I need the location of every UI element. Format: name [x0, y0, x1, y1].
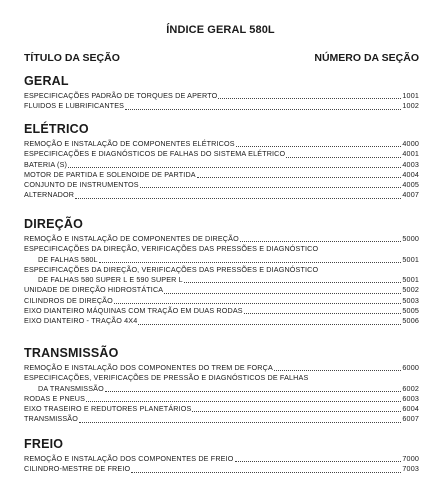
index-entry [24, 394, 419, 404]
entry-number: 6000 [402, 363, 419, 372]
dot-leader [125, 102, 401, 110]
index-entry [24, 190, 419, 200]
dot-leader [218, 91, 401, 99]
index-entry [24, 255, 419, 265]
dot-leader [235, 454, 402, 462]
dot-leader [79, 415, 401, 423]
dot-leader [131, 465, 401, 473]
entry-text-line: ESPECIFICAÇÕES DA DIREÇÃO, VERIFICAÇÕES DAS PRESSÕES E DIAGNÓSTICO [24, 264, 319, 274]
entry-text: ESPECIFICAÇÕES PADRÃO DE TORQUES DE APERTO [24, 91, 218, 100]
index-entry [24, 464, 419, 474]
entry-number: 6004 [402, 404, 419, 414]
index-entry [24, 454, 419, 464]
dot-leader [105, 384, 402, 392]
index-entry [24, 404, 419, 414]
entry-text: CILINDRO-MESTRE DE FREIO [24, 464, 131, 474]
index-entry [24, 91, 419, 101]
entry-text: REMOÇÃO E INSTALAÇÃO DE COMPONENTES DE DIREÇÃO [24, 234, 239, 243]
index-entry [24, 180, 419, 190]
entry-number: 7000 [402, 454, 419, 463]
dot-leader [197, 170, 402, 178]
entry-text: ALTERNADOR [24, 190, 75, 200]
dot-leader [68, 160, 401, 168]
entry-text: EIXO DIANTEIRO MÁQUINAS COM TRAÇÃO EM DUAS RODAS [24, 306, 243, 316]
column-header-section-number: NÚMERO DA SEÇÃO [314, 52, 419, 64]
dot-leader [236, 139, 402, 147]
dot-leader [274, 363, 402, 371]
index-entry [24, 149, 419, 159]
section-heading: TRANSMISSÃO [24, 346, 119, 360]
dot-leader [164, 286, 401, 294]
entry-number: 5001 [402, 254, 419, 264]
dot-leader [99, 255, 402, 263]
entry-number: 5005 [402, 306, 419, 316]
entry-number: 4004 [402, 169, 419, 179]
index-entry [24, 414, 419, 424]
entry-number: 5000 [402, 234, 419, 243]
section-freio [24, 437, 419, 475]
entry-number: 6007 [402, 414, 419, 424]
entry-text: MOTOR DE PARTIDA E SOLENOIDE DE PARTIDA [24, 169, 196, 179]
section-transmissao [24, 346, 419, 425]
section-heading: GERAL [24, 74, 69, 88]
entry-text: RODAS E PNEUS [24, 393, 86, 403]
entry-text: REMOÇÃO E INSTALAÇÃO DOS COMPONENTES DO TREM DE FORÇA [24, 363, 273, 372]
entry-number: 5003 [402, 295, 419, 305]
index-entry [24, 316, 419, 326]
index-entry [24, 275, 419, 285]
section-heading: ELÉTRICO [24, 122, 89, 136]
index-entry [24, 160, 419, 170]
index-entry [24, 384, 419, 394]
entry-text: REMOÇÃO E INSTALAÇÃO DE COMPONENTES ELÉTRICOS [24, 139, 235, 148]
column-header-section-title: TÍTULO DA SEÇÃO [24, 52, 120, 64]
entry-text: CILINDROS DE DIREÇÃO [24, 295, 113, 305]
entry-text: CONJUNTO DE INSTRUMENTOS [24, 180, 139, 190]
section-heading: DIREÇÃO [24, 217, 84, 231]
index-entry [24, 234, 419, 244]
entry-text: TRANSMISSÃO [24, 414, 78, 424]
entry-text: ESPECIFICAÇÕES E DIAGNÓSTICOS DE FALHAS DO SISTEMA ELÉTRICO [24, 149, 286, 159]
dot-leader [140, 180, 402, 188]
entry-text-line: ESPECIFICAÇÕES DA DIREÇÃO, VERIFICAÇÕES DAS PRESSÕES E DIAGNÓSTICO [24, 244, 319, 254]
entry-text: DE FALHAS 580L [38, 254, 98, 264]
dot-leader [244, 306, 402, 314]
dot-leader [75, 191, 401, 199]
dot-leader [192, 404, 401, 412]
entry-number: 1002 [402, 101, 419, 111]
section-direcao [24, 217, 419, 327]
index-entry [24, 296, 419, 306]
entry-text: REMOÇÃO E INSTALAÇÃO DOS COMPONENTES DE FREIO [24, 454, 234, 463]
dot-leader [86, 394, 401, 402]
section-eletrico [24, 122, 419, 201]
index-entry [24, 285, 419, 295]
entry-number: 7003 [402, 464, 419, 474]
entry-text: EIXO DIANTEIRO - TRAÇÃO 4X4 [24, 316, 138, 326]
entry-text: DE FALHAS 580 SUPER L E 590 SUPER L [38, 275, 183, 285]
dot-leader [138, 317, 401, 325]
entry-number: 6002 [402, 383, 419, 393]
entry-number: 4007 [402, 190, 419, 200]
entry-number: 4000 [402, 139, 419, 148]
entry-text: FLUIDOS E LUBRIFICANTES [24, 101, 125, 111]
entry-number: 4003 [402, 159, 419, 169]
entry-text: BATERIA (S) [24, 159, 68, 169]
entry-number: 4005 [402, 180, 419, 190]
dot-leader [184, 275, 402, 283]
entry-number: 4001 [402, 149, 419, 159]
dot-leader [240, 234, 402, 242]
section-geral [24, 74, 419, 112]
index-entry [24, 306, 419, 316]
index-entry [24, 139, 419, 149]
entry-text-line: ESPECIFICAÇÕES, VERIFICAÇÕES DE PRESSÃO E DIAGNÓSTICOS DE FALHAS [24, 373, 309, 383]
entry-number: 5006 [402, 316, 419, 326]
entry-text: DA TRANSMISSÃO [38, 383, 104, 393]
index-entry [24, 363, 419, 373]
page-title: ÍNDICE GERAL 580L [166, 24, 275, 36]
entry-number: 5001 [402, 275, 419, 285]
dot-leader [286, 150, 401, 158]
entry-text: EIXO TRASEIRO E REDUTORES PLANETÁRIOS [24, 404, 192, 414]
entry-number: 5002 [402, 285, 419, 295]
index-entry [24, 170, 419, 180]
index-entry [24, 101, 419, 111]
section-heading: FREIO [24, 437, 64, 451]
entry-number: 1001 [402, 91, 419, 100]
entry-text: UNIDADE DE DIREÇÃO HIDROSTÁTICA [24, 285, 164, 295]
entry-number: 6003 [402, 393, 419, 403]
dot-leader [114, 296, 402, 304]
